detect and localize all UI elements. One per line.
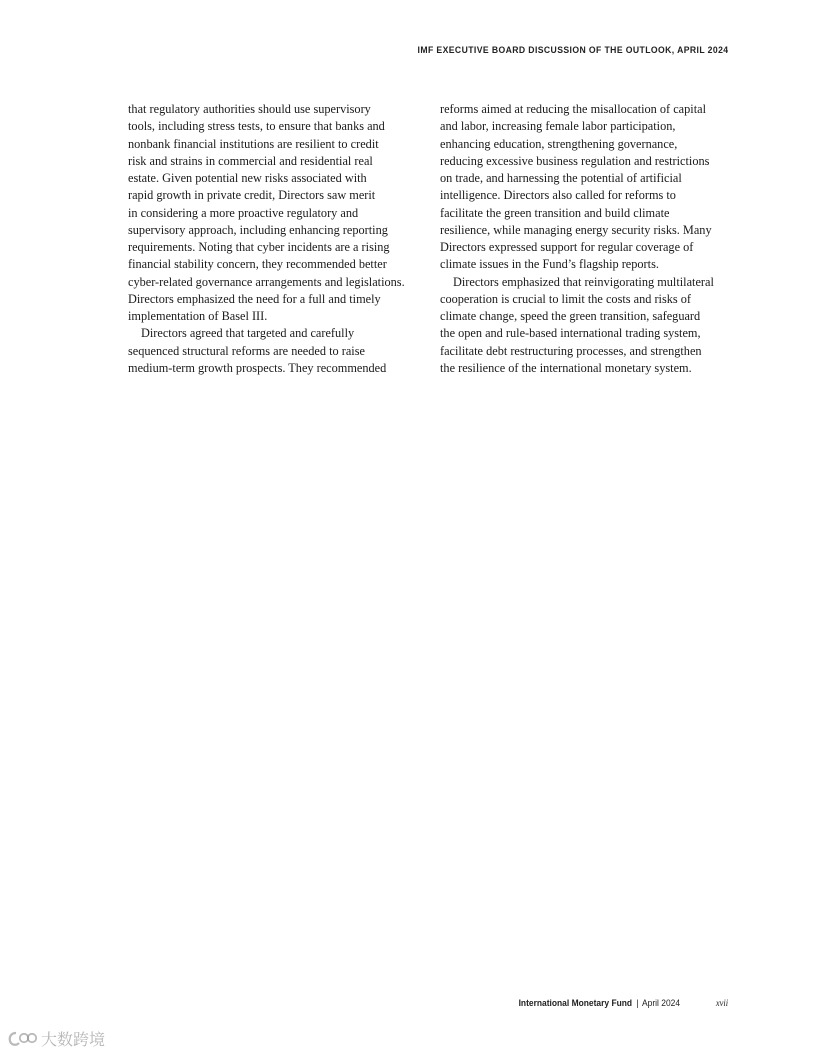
left-column (128, 101, 420, 377)
right-column (440, 101, 732, 377)
watermark-text: 大数跨境 (41, 1030, 106, 1049)
brand-logo-icon (8, 1030, 38, 1048)
running-header: IMF EXECUTIVE BOARD DISCUSSION OF THE OUTLOOK, APRIL 2024 (417, 45, 728, 56)
text-line: enhancing education, strengthening governance, (440, 136, 678, 151)
paragraph-left-1 (128, 101, 420, 325)
text-line: climate issues in the Fund’s flagship reports. (440, 257, 659, 272)
text-line: supervisory approach, including enhancing reporting (128, 222, 388, 237)
text-line: and labor, increasing female labor participation, (440, 119, 676, 134)
text-line: tools, including stress tests, to ensure that banks and (128, 119, 385, 134)
text-line: intelligence. Directors also called for reforms to (440, 188, 676, 203)
text-line: Directors emphasized the need for a full and timely (128, 291, 381, 306)
text-line: the open and rule-based international trading system, (440, 326, 701, 341)
text-line: implementation of Basel III. (128, 309, 268, 323)
footer-date: April 2024 (641, 998, 681, 1009)
paragraph-right-2 (440, 274, 732, 378)
footer-separator: | (636, 998, 639, 1009)
text-line: financial stability concern, they recommended better (128, 257, 387, 272)
text-line: on trade, and harnessing the potential of artificial (440, 171, 682, 185)
text-line: medium-term growth prospects. They recommended (128, 360, 387, 375)
paragraph-right-1 (440, 101, 732, 274)
text-line: reducing excessive business regulation and restrictions (440, 153, 710, 168)
text-line: resilience, while managing energy security risks. Many (440, 222, 712, 237)
text-line: cooperation is crucial to limit the costs and risks of (440, 291, 692, 306)
footer-organization: International Monetary Fund (518, 998, 633, 1009)
text-line: the resilience of the international monetary system. (440, 360, 692, 375)
text-line: cyber-related governance arrangements and legislations. (128, 274, 405, 289)
text-line: in considering a more proactive regulatory and (128, 205, 359, 220)
paragraph-left-2 (128, 325, 420, 377)
text-line: requirements. Noting that cyber incidents are a rising (128, 240, 390, 254)
text-line: sequenced structural reforms are needed to raise (128, 343, 365, 358)
text-line: nonbank financial institutions are resilient to credit (128, 136, 379, 151)
text-line: that regulatory authorities should use supervisory (128, 102, 371, 116)
text-line: climate change, speed the green transition, safeguard (440, 309, 701, 323)
text-line: rapid growth in private credit, Directors saw merit (128, 188, 376, 203)
text-line: facilitate debt restructuring processes, and strengthen (440, 343, 702, 358)
text-line: facilitate the green transition and build climate (440, 205, 670, 220)
page-footer (519, 998, 728, 1009)
text-line: Directors emphasized that reinvigorating multilateral (453, 274, 714, 289)
text-line: Directors expressed support for regular coverage of (440, 240, 694, 254)
text-line: reforms aimed at reducing the misallocation of capital (440, 102, 706, 116)
page-number: xvii (715, 998, 728, 1009)
text-line: Directors agreed that targeted and carefully (141, 326, 355, 341)
watermark (8, 1027, 105, 1050)
text-line: estate. Given potential new risks associated with (128, 171, 367, 185)
text-line: risk and strains in commercial and residential real (128, 153, 373, 168)
